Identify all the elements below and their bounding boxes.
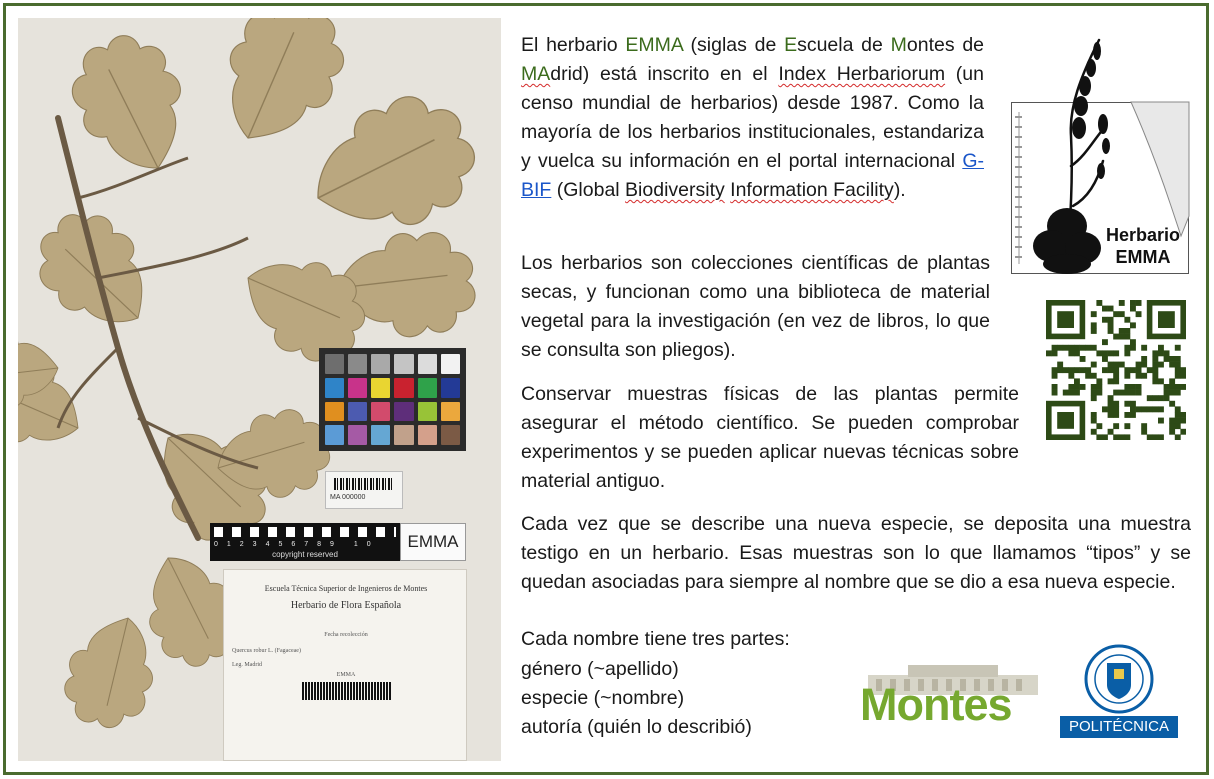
color-swatch (348, 425, 367, 445)
name-part-species: especie (~nombre) (521, 687, 685, 709)
name-part-author: autoría (quién lo describió) (521, 716, 752, 738)
color-swatch (394, 425, 413, 445)
emma-tag: EMMA (400, 523, 466, 561)
color-swatch (418, 378, 437, 398)
color-swatch (418, 402, 437, 422)
color-swatch (441, 378, 460, 398)
name-part-genus: género (~apellido) (521, 658, 679, 680)
text-run: (siglas de (682, 34, 785, 56)
text-run: scuela de (797, 34, 891, 56)
collections-paragraph: Los herbarios son colecciones científicas de plantas secas, y funcionan como una biblioteca de material vegetal para la investigación (en vez de libros, lo que se consulta son pliegos). (521, 252, 990, 361)
herbario-emma-logo (1011, 36, 1194, 276)
label-code: EMMA (336, 672, 356, 678)
montes-wordmark: Montes (860, 679, 1012, 730)
color-swatch (441, 402, 460, 422)
color-swatch (325, 354, 344, 374)
color-swatch (441, 425, 460, 445)
qr-code-icon[interactable] (1046, 300, 1186, 440)
text-run: ontes de (906, 34, 985, 56)
biodiversity-word: Biodiversity (625, 179, 725, 201)
index-herbariorum: Index Herbariorum (778, 63, 946, 85)
upm-wordmark: POLITÉCNICA (1060, 716, 1178, 738)
name-parts-intro: Cada nombre tiene tres partes: (521, 628, 790, 650)
specimen-label (223, 569, 467, 761)
emma-word: EMMA (1115, 247, 1171, 267)
acronym-letter-m: M (890, 34, 907, 56)
color-swatch (348, 354, 367, 374)
color-swatch (325, 402, 344, 422)
scale-ticks (214, 527, 396, 537)
conservation-paragraph: Conservar muestras físicas de las plantas permite asegurar el método científico. Se pueden comprobar experimentos y se pueden aplicar nuevas técnicas sobre material antiguo. (521, 383, 1019, 492)
scale-bar (210, 523, 400, 561)
color-swatch (348, 402, 367, 422)
color-swatch (418, 354, 437, 374)
gbif-link[interactable]: G-BIF (521, 150, 984, 201)
barcode-bars (334, 478, 394, 490)
montes-logo (860, 665, 1042, 745)
barcode-number: MA 000000 (330, 494, 366, 501)
color-swatch (394, 354, 413, 374)
label-taxon: Quercus robur L. (Fagaceae) (232, 648, 301, 654)
color-swatch (394, 402, 413, 422)
color-swatch (441, 354, 460, 374)
acronym-letters-ma: MA (521, 63, 551, 85)
text-run: ). (893, 179, 906, 201)
label-date: Fecha recolección (324, 632, 368, 638)
color-swatch (371, 354, 390, 374)
upm-seal-icon (1060, 643, 1178, 715)
color-swatch (371, 378, 390, 398)
text-run: (Global (551, 179, 626, 201)
label-barcode (302, 682, 392, 700)
label-collection: Herbario de Flora Española (290, 600, 402, 611)
color-calibration-card (319, 348, 466, 451)
text-run: (un censo mundial de herbarios) desde 1987. Como la mayoría de los herbarios institucionales, estandariza y vuelca su información en el portal internacional (521, 63, 984, 172)
color-swatch (325, 425, 344, 445)
text-run: drid) está inscrito en el (550, 63, 779, 85)
acronym-letter-e: E (784, 34, 798, 56)
color-swatch (348, 378, 367, 398)
upm-logo (1060, 643, 1178, 739)
text-run: El herbario (521, 34, 626, 56)
specimen-barcode (325, 471, 403, 509)
color-swatch (371, 402, 390, 422)
scale-copyright: copyright reserved (272, 550, 338, 559)
herbarium-specimen-image (18, 18, 501, 761)
color-swatch (418, 425, 437, 445)
information-facility: Information Facility (730, 179, 894, 201)
color-swatch (371, 425, 390, 445)
emma-acronym: EMMA (625, 34, 683, 56)
herbario-word: Herbario (1105, 225, 1181, 245)
label-locality: Leg. Madrid (232, 662, 262, 668)
color-swatch (394, 378, 413, 398)
scale-numbers: 0123456789 10 (214, 541, 380, 548)
herbario-logo-text (1093, 224, 1193, 268)
types-paragraph: Cada vez que se describe una nueva especie, se deposita una muestra testigo en un herbario. Esas muestras son lo que llamamos “tipos” y se quedan asociadas para siempre al nombre que se dio a esa nueva especie. (521, 513, 1191, 593)
intro-paragraph (521, 31, 984, 205)
color-swatch (325, 378, 344, 398)
label-institution: Escuela Técnica Superior de Ingenieros de Montes (264, 584, 428, 593)
